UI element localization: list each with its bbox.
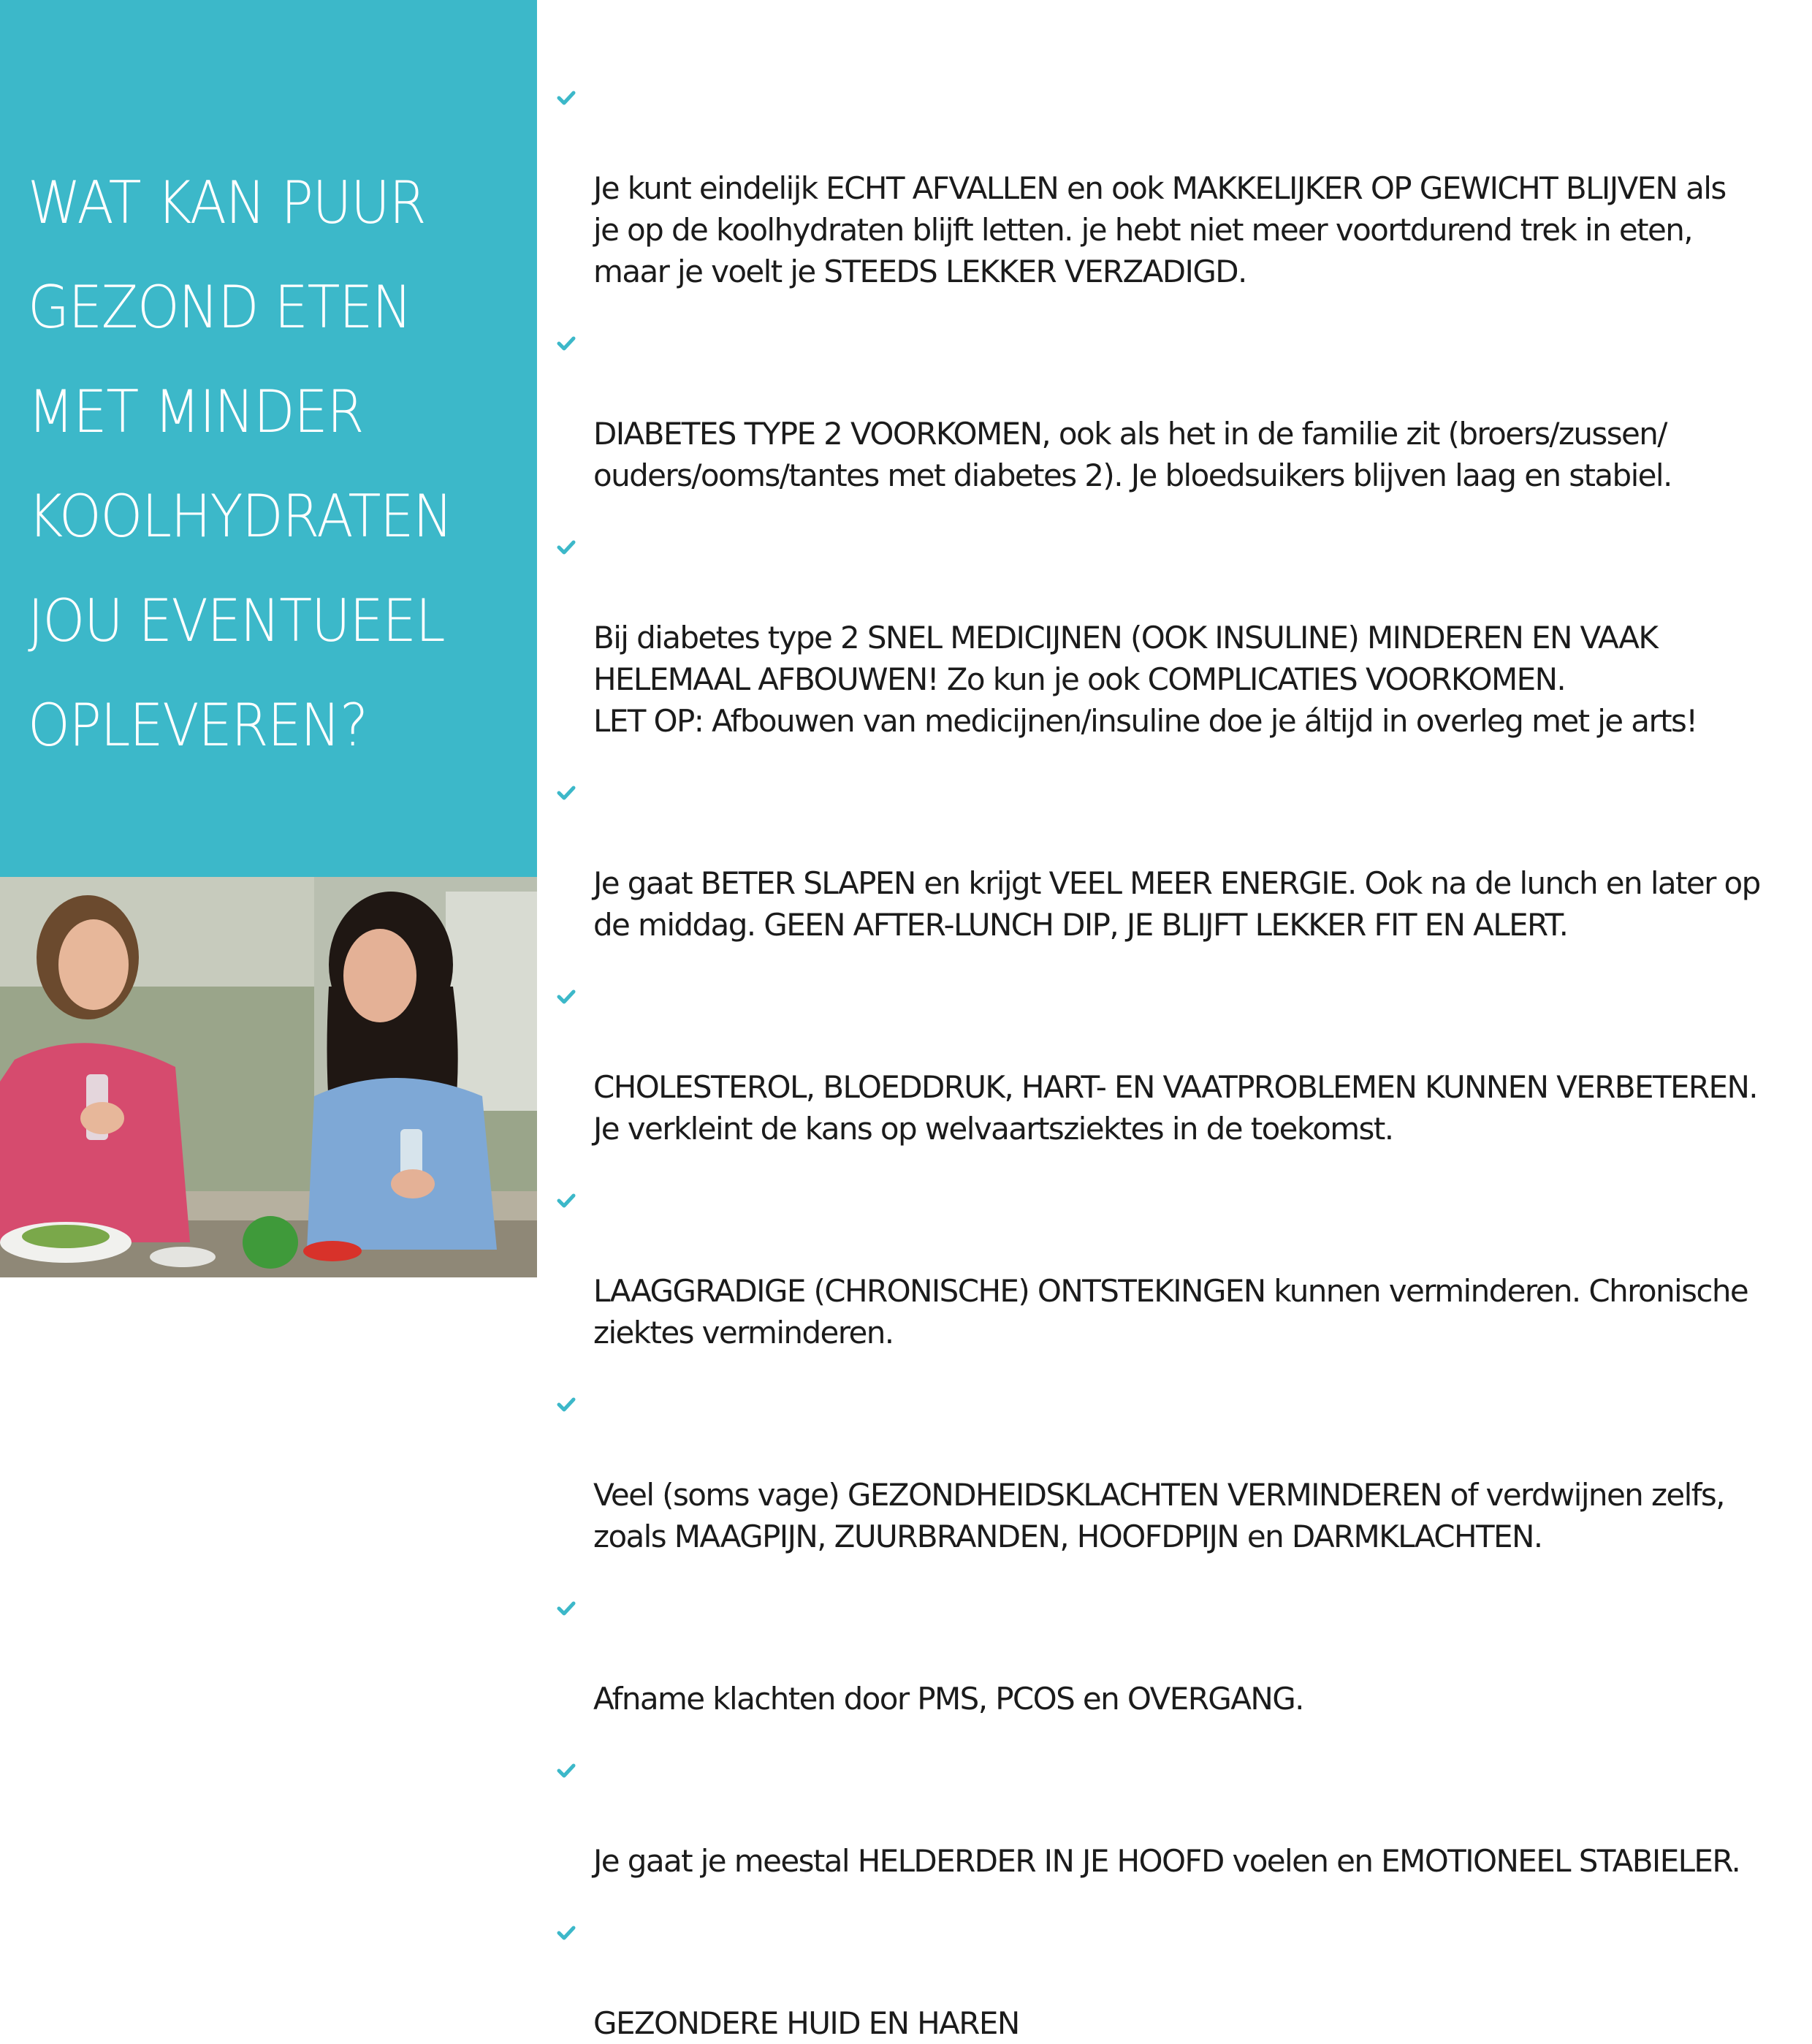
list-item [555, 330, 1797, 496]
check-icon [555, 1597, 577, 1619]
photo-illustration [0, 877, 537, 1277]
check-icon [555, 782, 577, 804]
list-item [555, 1595, 1797, 1720]
list-item-text: CHOLESTEROL, BLOEDDRUK, HART- EN VAATPROBLEMEN KUNNEN VERBETEREN. Je verkleint de kans op welvaartsziektes in de toekomst. [593, 1069, 1758, 1147]
list-item-text: DIABETES TYPE 2 VOORKOMEN, ook als het in de familie zit (broers/zussen/ ouders/ooms/tantes met diabetes 2). Je bloedsuikers blijven laag en stabiel. [593, 416, 1672, 493]
photo-women-eating [0, 877, 537, 1277]
list-item-text: Bij diabetes type 2 SNEL MEDICIJNEN (OOK INSULINE) MINDEREN EN VAAK HELEMAAL AFBOUWEN! Zo kun je ook COMPLICATIES VOORKOMEN. LET OP: Afbouwen van medicijnen/insuline doe je áltijd in overleg met je arts! [593, 620, 1697, 739]
list-item [555, 1757, 1797, 1882]
list-item [555, 779, 1797, 946]
list-item-text: Je gaat BETER SLAPEN en krijgt VEEL MEER ENERGIE. Ook na de lunch en later op de middag. GEEN AFTER-LUNCH DIP, JE BLIJFT LEKKER FIT EN ALERT. [593, 865, 1760, 943]
list-item-text: Je gaat je meestal HELDERDER IN JE HOOFD voelen en EMOTIONEEL STABIELER. [593, 1843, 1740, 1879]
list-item [555, 533, 1797, 742]
check-icon [555, 986, 577, 1008]
list-item [555, 84, 1797, 292]
list-item-text: LAAGGRADIGE (CHRONISCHE) ONTSTEKINGEN kunnen verminderen. Chronische ziektes verminderen. [593, 1273, 1748, 1350]
check-icon [555, 1394, 577, 1416]
list-item-text: Veel (soms vage) GEZONDHEIDSKLACHTEN VERMINDEREN of verdwijnen zelfs, zoals MAAGPIJN, ZUURBRANDEN, HOOFDPIJN en DARMKLACHTEN. [593, 1477, 1724, 1554]
benefits-list [555, 84, 1797, 2044]
check-icon [555, 1760, 577, 1782]
list-item [555, 1391, 1797, 1557]
check-icon [555, 87, 577, 109]
title-panel [0, 0, 537, 877]
list-item-text: Afname klachten door PMS, PCOS en OVERGANG. [593, 1681, 1303, 1717]
list-item [555, 983, 1797, 1150]
check-icon [555, 1922, 577, 1944]
check-icon [555, 1190, 577, 1212]
check-icon [555, 333, 577, 354]
list-item [555, 1187, 1797, 1353]
list-item-text: Je kunt eindelijk ECHT AFVALLEN en ook MAKKELIJKER OP GEWICHT BLIJVEN als je op de koolhydraten blijft letten. je hebt niet meer voortdurend trek in eten, maar je voelt je STEEDS LEKKER VERZADIGD. [593, 170, 1726, 289]
page-title: WAT KAN PUUR GEZOND ETEN MET MINDER KOOLHYDRATEN JOU EVENTUEEL OPLEVEREN? [28, 169, 452, 759]
list-item-text: GEZONDERE HUID EN HAREN [593, 2005, 1019, 2041]
check-icon [555, 536, 577, 558]
list-item [555, 1919, 1797, 2044]
